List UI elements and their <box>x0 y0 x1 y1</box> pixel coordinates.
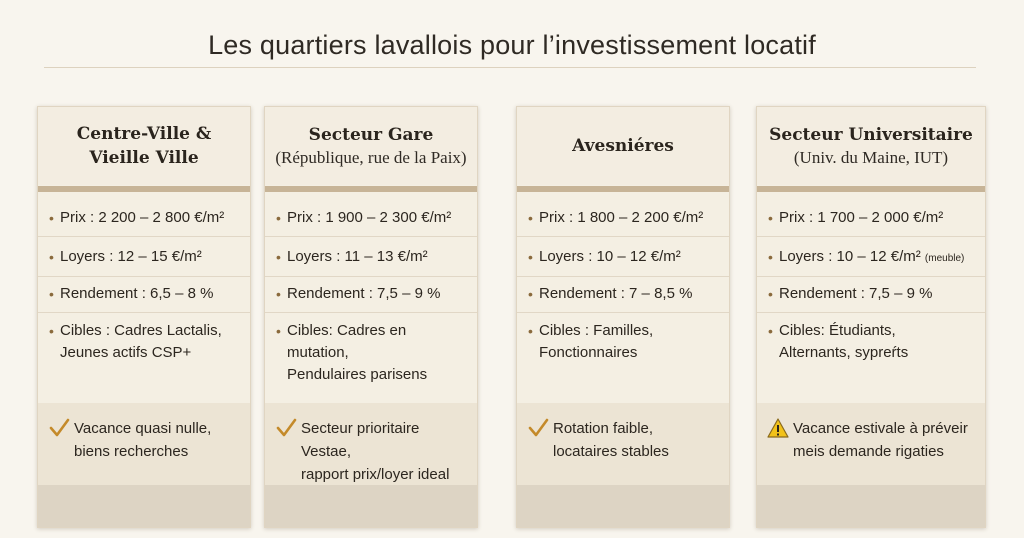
loyers-text: Loyers : 10 – 12 €/m² <box>779 248 921 265</box>
bullet-rendement <box>265 277 477 313</box>
bullet-dot-icon: • <box>528 249 533 265</box>
prix-text: Prix : 1 800 – 2 200 €/m² <box>539 209 704 226</box>
bullet-dot-icon: • <box>276 249 281 265</box>
card-highlight <box>265 403 477 485</box>
district-card-secteur-gare <box>264 106 478 528</box>
cibles-line1: Cibles: Cadres en mutation, <box>287 322 407 361</box>
bullet-loyers <box>265 237 477 277</box>
card-footer-band <box>38 485 250 527</box>
highlight-text <box>553 417 721 463</box>
card-footer-band <box>265 485 477 527</box>
loyers-text: Loyers : 10 – 12 €/m² <box>539 248 681 265</box>
card-title: Secteur Universitaire <box>769 125 973 145</box>
bullet-rendement <box>517 277 729 313</box>
check-icon <box>527 417 549 439</box>
rendement-text: Rendement : 7,5 – 9 % <box>287 285 441 302</box>
card-header <box>265 107 477 185</box>
check-icon <box>48 417 70 439</box>
highlight-line2: rapport prix/loyer ideal <box>301 466 450 483</box>
card-header <box>517 107 729 185</box>
prix-text: Prix : 2 200 – 2 800 €/m² <box>60 209 225 226</box>
highlight-line2: locataires stables <box>553 443 669 460</box>
bullet-dot-icon: • <box>528 323 533 339</box>
bullet-dot-icon: • <box>528 286 533 302</box>
card-bullets <box>757 197 985 371</box>
card-header-divider <box>265 186 477 192</box>
highlight-line1: Rotation faible, <box>553 420 654 437</box>
card-bullets <box>38 197 250 371</box>
card-footer-band <box>517 485 729 527</box>
bullet-cibles <box>517 313 729 371</box>
card-highlight <box>517 403 729 485</box>
district-card-avesnieres <box>516 106 730 528</box>
rendement-text: Rendement : 7 – 8,5 % <box>539 285 693 302</box>
bullet-dot-icon: • <box>49 286 54 302</box>
bullet-dot-icon: • <box>768 323 773 339</box>
district-card-centre-ville <box>37 106 251 528</box>
card-title: Avesniéres <box>572 136 674 156</box>
bullet-prix <box>38 197 250 237</box>
card-header-divider <box>38 186 250 192</box>
prix-text: Prix : 1 700 – 2 000 €/m² <box>779 209 944 226</box>
district-card-secteur-universitaire <box>756 106 986 528</box>
highlight-line2: biens recherches <box>74 443 189 460</box>
bullet-cibles <box>265 313 477 383</box>
highlight-line1: Vacance quasi nulle, <box>74 420 212 437</box>
card-highlight <box>38 403 250 485</box>
card-footer-band <box>757 485 985 527</box>
card-title-line1: Centre-Ville & <box>76 124 212 144</box>
bullet-rendement <box>757 277 985 313</box>
bullet-dot-icon: • <box>528 210 533 226</box>
loyers-note: (meuble) <box>924 253 965 264</box>
cibles-line2: Pendulaires parisens <box>287 366 428 383</box>
page-title: Les quartiers lavallois pour l’investissement locatif <box>208 30 816 60</box>
cibles-line1: Cibles : Familles, <box>539 322 654 339</box>
title-divider <box>44 67 976 68</box>
card-subtitle: (République, rue de la Paix) <box>275 148 467 167</box>
bullet-prix <box>265 197 477 237</box>
bullet-dot-icon: • <box>49 323 54 339</box>
highlight-text <box>793 417 977 463</box>
bullet-dot-icon: • <box>768 286 773 302</box>
cibles-line2: Fonctionnaires <box>539 344 638 361</box>
highlight-text <box>74 417 242 463</box>
bullet-dot-icon: • <box>276 210 281 226</box>
bullet-rendement <box>38 277 250 313</box>
cibles-line1: Cibles : Cadres Lactalis, <box>60 322 222 339</box>
cibles-line2: Jeunes actifs CSP+ <box>60 344 192 361</box>
cibles-line1: Cibles: Étudiants, <box>779 322 896 339</box>
bullet-prix <box>757 197 985 237</box>
highlight-line1: Vacance estivale à préveir <box>793 420 968 437</box>
bullet-dot-icon: • <box>49 210 54 226</box>
card-header-divider <box>517 186 729 192</box>
bullet-cibles <box>38 313 250 371</box>
bullet-dot-icon: • <box>49 249 54 265</box>
bullet-dot-icon: • <box>276 286 281 302</box>
rendement-text: Rendement : 6,5 – 8 % <box>60 285 214 302</box>
bullet-loyers <box>757 237 985 277</box>
warning-icon <box>767 417 789 439</box>
card-header-divider <box>757 186 985 192</box>
bullet-dot-icon: • <box>276 323 281 339</box>
card-bullets <box>517 197 729 371</box>
card-highlight <box>757 403 985 485</box>
highlight-line1: Secteur prioritaire Vestae, <box>301 420 420 460</box>
bullet-dot-icon: • <box>768 210 773 226</box>
loyers-text: Loyers : 11 – 13 €/m² <box>287 248 428 265</box>
bullet-dot-icon: • <box>768 249 773 265</box>
card-title: Secteur Gare <box>308 125 434 145</box>
card-header <box>38 107 250 185</box>
bullet-loyers <box>38 237 250 277</box>
cibles-line2: Alternants, sypreŕts <box>779 344 909 361</box>
highlight-text <box>301 417 469 486</box>
loyers-text: Loyers : 12 – 15 €/m² <box>60 248 202 265</box>
highlight-line2: meis demande rigaties <box>793 443 944 460</box>
rendement-text: Rendement : 7,5 – 9 % <box>779 285 933 302</box>
card-title-line2: Vieille Ville <box>89 148 199 168</box>
check-icon <box>275 417 297 439</box>
card-header <box>757 107 985 185</box>
card-bullets <box>265 197 477 383</box>
card-subtitle: (Univ. du Maine, IUT) <box>793 148 949 167</box>
bullet-cibles <box>757 313 985 371</box>
bullet-prix <box>517 197 729 237</box>
prix-text: Prix : 1 900 – 2 300 €/m² <box>287 209 452 226</box>
bullet-loyers <box>517 237 729 277</box>
